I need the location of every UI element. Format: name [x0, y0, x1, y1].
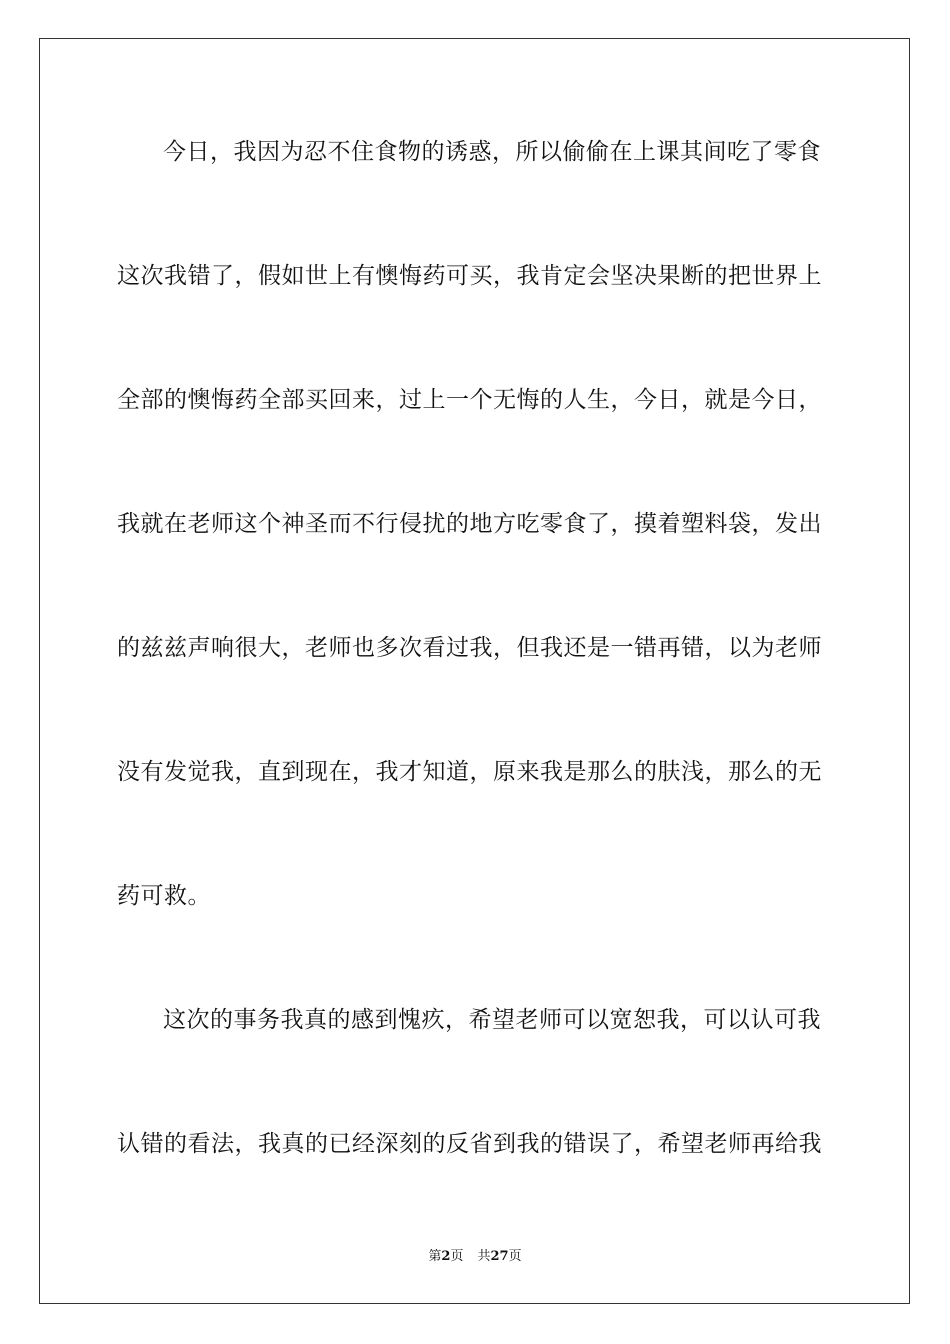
paragraph-2-line-1: 这次的事务我真的感到愧疚，希望老师可以宽恕我，可以认可我 — [163, 1007, 821, 1033]
footer-page-suffix: 页 — [450, 1249, 464, 1264]
paragraph-1-line-3: 全部的懊悔药全部买回来，过上一个无悔的人生，今日，就是今日， — [117, 387, 822, 413]
paragraph-1-line-7: 药可救。 — [117, 883, 211, 909]
footer-page-number: 2 — [441, 1249, 451, 1264]
paragraph-1-line-6: 没有发觉我，直到现在，我才知道，原来我是那么的肤浅，那么的无 — [117, 759, 822, 785]
page-border — [39, 38, 910, 1304]
paragraph-2-line-2: 认错的看法，我真的已经深刻的反省到我的错误了，希望老师再给我 — [117, 1131, 822, 1157]
footer-total-pages: 27 — [490, 1249, 509, 1264]
paragraph-1-line-1: 今日，我因为忍不住食物的诱惑，所以偷偷在上课其间吃了零食 — [163, 139, 821, 165]
footer-page-prefix: 第 — [428, 1249, 442, 1264]
footer-total-suffix: 页 — [508, 1249, 522, 1264]
paragraph-1-line-2: 这次我错了，假如世上有懊悔药可买，我肯定会坚决果断的把世界上 — [117, 263, 822, 289]
paragraph-1-line-5: 的兹兹声响很大，老师也多次看过我，但我还是一错再错，以为老师 — [117, 635, 822, 661]
footer-total-prefix: 共 — [477, 1249, 491, 1264]
page-footer — [0, 1248, 950, 1266]
paragraph-1-line-4: 我就在老师这个神圣而不行侵扰的地方吃零食了，摸着塑料袋，发出 — [117, 511, 822, 537]
